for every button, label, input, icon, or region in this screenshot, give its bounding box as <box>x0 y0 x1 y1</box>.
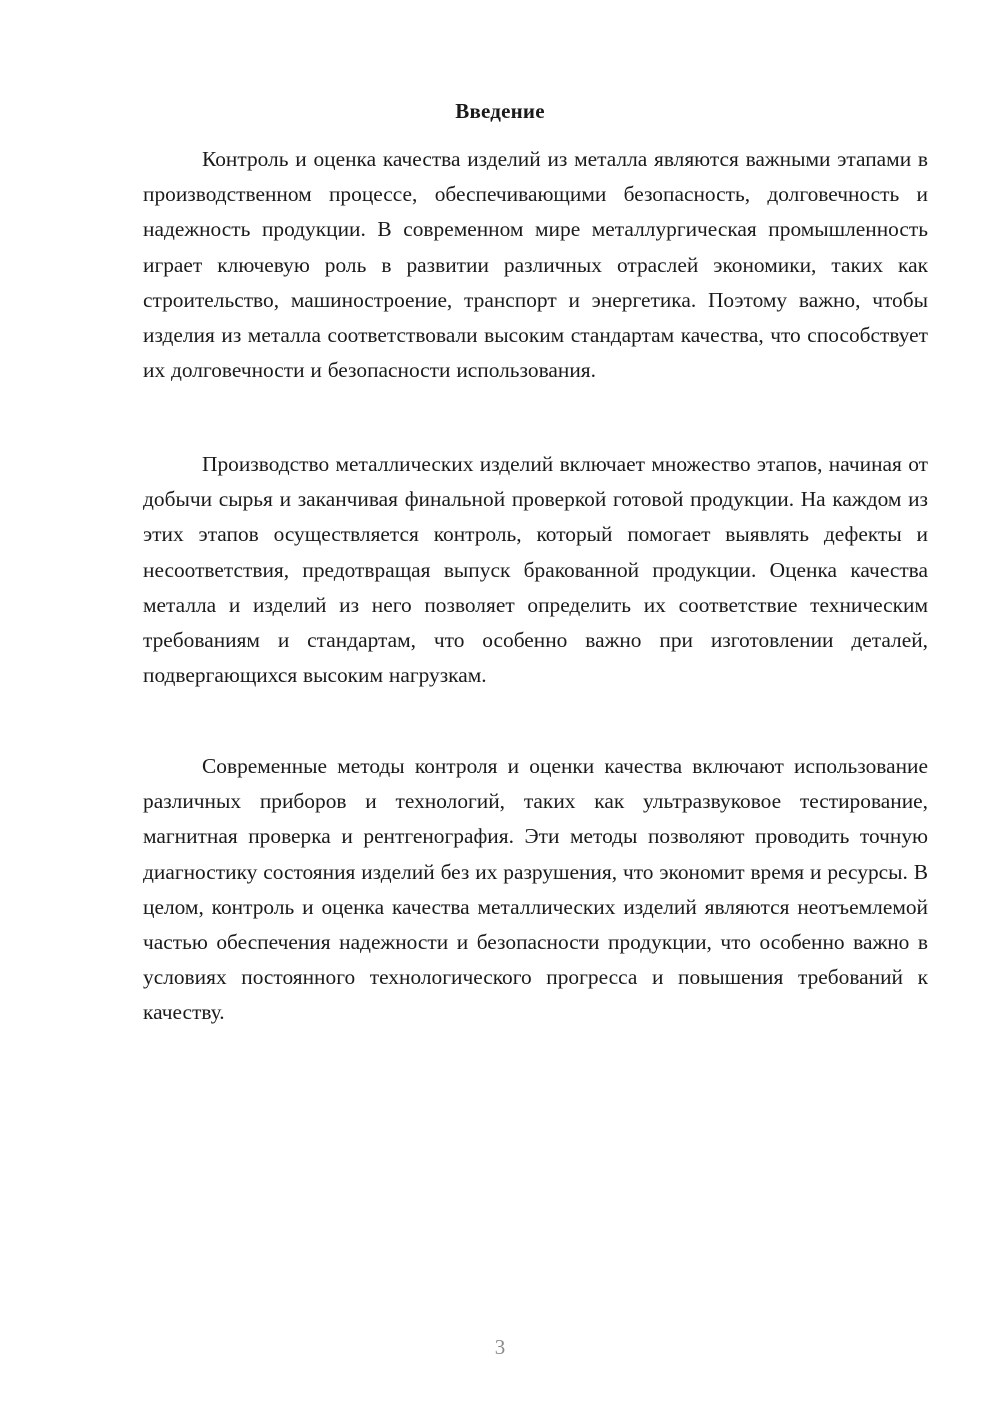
paragraph-2: Производство металлических изделий включает множество этапов, начиная от добычи сырья и заканчивая финальной проверкой готовой продукции. На каждом из этих этапов осуществляется контроль, который помогает выявлять дефекты и несоответствия, предотвращая выпуск бракованной продукции. Оценка качества металла и изделий из него позволяет определить их соответствие техническим требованиям и стандартам, что особенно важно при изготовлении деталей, подвергающихся высоким нагрузкам. <box>143 452 928 688</box>
section-title: Введение <box>455 99 545 123</box>
paragraph-1: Контроль и оценка качества изделий из металла являются важными этапами в производственном процессе, обеспечивающими безопасность, долговечность и надежность продукции. В современном мире металлургическая промышленность играет ключевую роль в развитии различных отраслей экономики, таких как строительство, машиностроение, транспорт и энергетика. Поэтому важно, чтобы изделия из металла соответствовали высоким стандартам качества, что способствует их долговечности и безопасности использования. <box>143 147 928 383</box>
paragraph-3: Современные методы контроля и оценки качества включают использование различных приборов и технологий, таких как ультразвуковое тестирование, магнитная проверка и рентгенография. Эти методы позволяют проводить точную диагностику состояния изделий без их разрушения, что экономит время и ресурсы. В целом, контроль и оценка качества металлических изделий являются неотъемлемой частью обеспечения надежности и безопасности продукции, что особенно важно в условиях постоянного технологического прогресса и повышения требований к качеству. <box>143 754 928 1025</box>
page-number: 3 <box>494 1335 506 1359</box>
